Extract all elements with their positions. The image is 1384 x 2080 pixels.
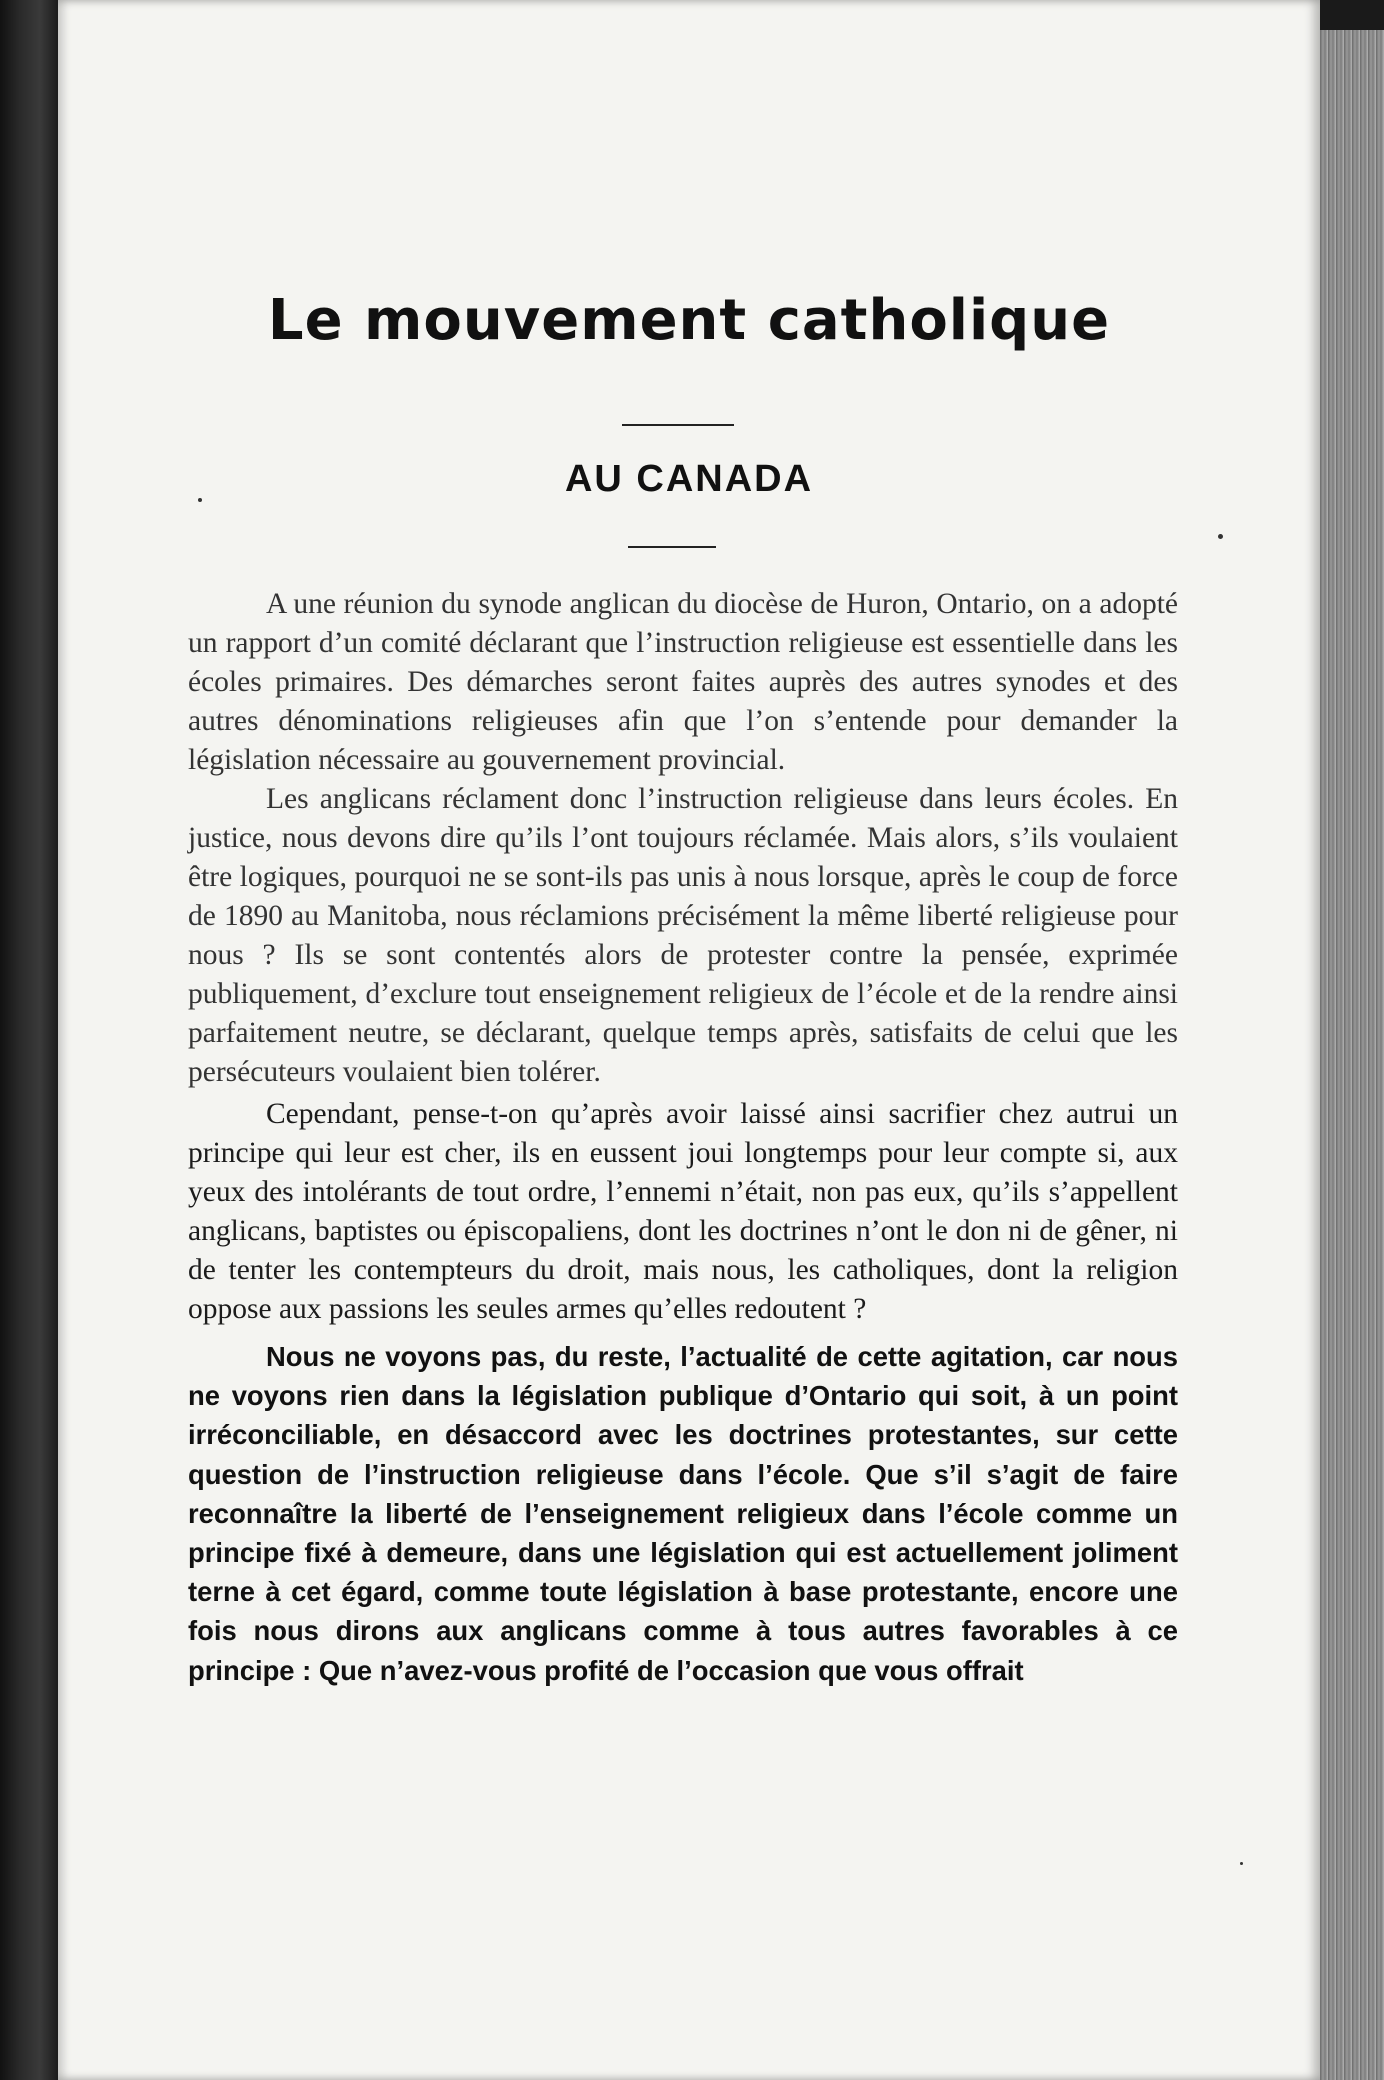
paragraph: Les anglicans réclament donc l’instruction religieuse dans leurs écoles. En justice, nous devons dire qu’ils l’ont toujours réclamée. Mais alors, s’ils voulaient être logiques, pourquoi ne se sont-ils pas unis à nous lorsque, après le coup de force de 1890 au Manitoba, nous réclamions précisément la même liberté religieuse pour nous ? Ils se sont contentés alors de protester contre la pensée, exprimée publiquement, d’exclure tout enseignement religieux de l’école et de la rendre ainsi parfaitement neutre, se déclarant, quelque temps après, satisfaits de celui que les persécuteurs voulaient bien tolérer.	[188, 783, 1178, 1088]
ink-speck	[1218, 534, 1223, 539]
paragraph: Cependant, pense-t-on qu’après avoir laissé ainsi sacrifier chez autrui un principe qui leur est cher, ils en eussent joui longtemps pour leur compte si, aux yeux des intolérants de tout ordre, l’ennemi n’était, non pas eux, qu’ils s’appellent anglicans, baptistes ou épiscopaliens, dont les doctrines n’ont le don ni de gêner, ni de tenter les contempteurs du droit, mais nous, les catholiques, dont la religion oppose aux passions les seules armes qu’elles redoutent ?	[188, 1098, 1178, 1325]
article-subtitle: AU CANADA	[564, 458, 814, 500]
ink-speck	[198, 498, 202, 502]
title-divider	[622, 424, 734, 426]
book-left-edge	[0, 0, 58, 2080]
book-top-shadow	[1320, 0, 1384, 30]
paragraph: Nous ne voyons pas, du reste, l’actualité de cette agitation, car nous ne voyons rien dans la législation publique d’Ontario qui soit, à un point irréconciliable, en désaccord avec les doctrines protestantes, sur cette question de l’instruction religieuse dans l’école. Que s’il s’agit de faire reconnaître la liberté de l’enseignement religieux dans l’école comme un principe fixé à demeure, dans une législation qui est actuellement joliment terne à cet égard, comme toute législation à base protestante, encore une fois nous dirons aux anglicans comme à tous autres favorables à ce principe : Que n’avez-vous profité de l’occasion que vous offrait	[188, 1341, 1178, 1686]
paragraph: A une réunion du synode anglican du diocèse de Huron, Ontario, on a adopté un rapport d’un comité déclarant que l’instruction religieuse est essentielle dans les écoles primaires. Des démarches seront faites auprès des autres synodes et des autres dénominations religieuses afin que l’on s’entende pour demander la législation nécessaire au gouvernement provincial.	[188, 588, 1178, 776]
ink-speck	[1240, 1862, 1243, 1865]
article-title: Le mouvement catholique	[267, 288, 1111, 353]
page-stack-edge	[1320, 30, 1384, 2080]
subtitle-divider	[628, 546, 716, 548]
article-body	[188, 585, 1178, 1690]
book-page	[58, 0, 1320, 2080]
